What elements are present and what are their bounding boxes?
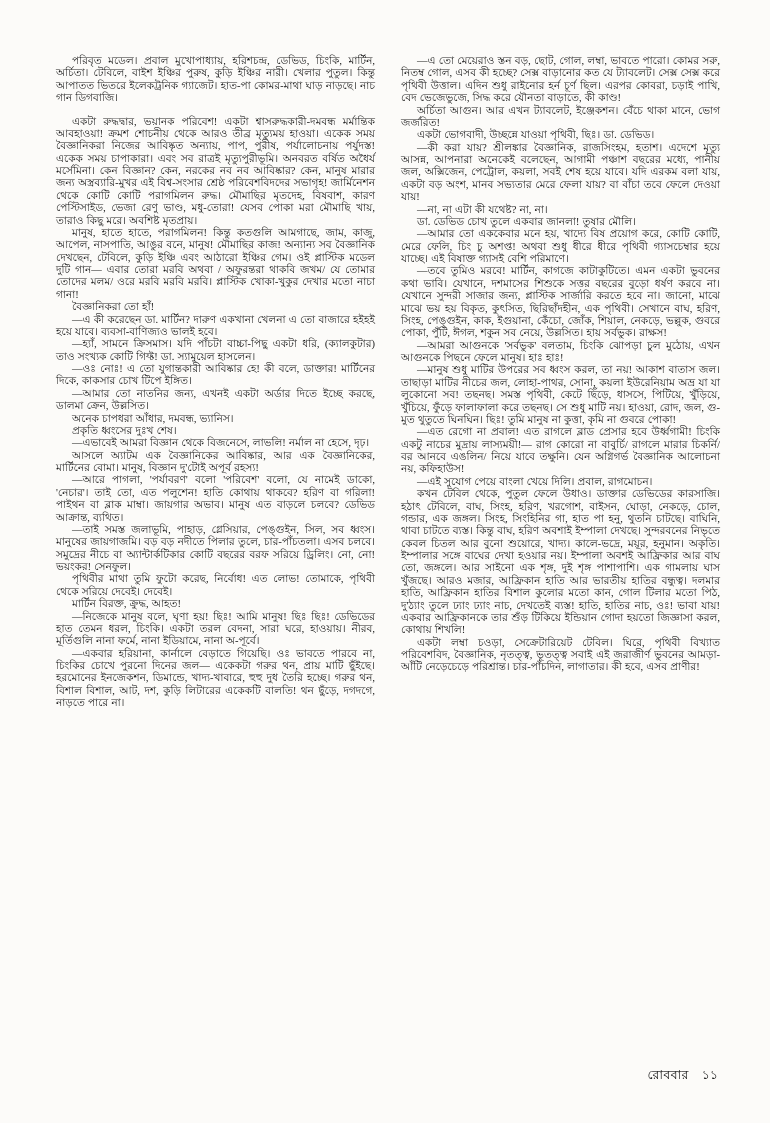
page-footer (647, 1067, 718, 1087)
paragraph: —তবে তুমিও মরবে! মার্টিন, কাগজে কাটাকুটিতে। এমন একটা ভুবনের কথা ভাবি। যেখানে, দশমাসের শিশুকে সত্তর বছরের বুড়ো ধর্ষণ করবে না। যেখানে সুন্দরী সাজার জন্য, প্লাস্টিক সার্জারি করতে হবে না। জানো, মাঝে মাঝে ভয় হয় বিকৃত, কুৎসিত, ছিরিছাঁদহীন, এক পৃথিবী। সেখানে বাঘ, হরিণ, সিংহ, পেঙ্গুইন, কাক, ইগুয়ানা, কেঁচো, জোঁক, শিয়াল, নেকড়ে, ভল্লুক, গুবরে পোকা, পুঁটি, ঈগল, শকুন সব নেয়ে, উল্লসিত। হায় সর্বভুক। রাক্ষস! (401, 266, 720, 340)
paragraph: —না, না এটা কী যথেষ্ট? না, না। (417, 204, 548, 216)
paragraph: —হ্যাঁ, সামনে ক্রিসমাস। যদি পাঁচটা বাচ্চা-পিছু একটা ধরি, (ক্যালকুটার) তাও সংখ্যক কোটি গিফ্ট! ডা. স্যামুয়েল হাসলেন। (56, 339, 375, 363)
paragraph: —এত রেগো না প্রবাল! এত রাগলে ব্লাড প্রেসার হবে উর্ধ্বগামী! চিংকি একটু নাচের মুদ্রায় লাস্যময়ী!— রাগ কোরো না বাবুর্চি/ রাগলে মারার চিকর্নি/ বর আনবে এঙলিন/ নিয়ে যাবে তক্ষুনি। যেন অগ্নিগর্ভ বৈজ্ঞানিক আলোচনা নয়, কফিহাউস! (401, 427, 720, 476)
paragraph: —আমরা আগুনকে 'সর্বভুক' বলতাম, চিংকি ঝোপড়া চুল মুঠোয়, এখন আগুনকে পিছনে ফেলে মানুষ। হাঃ হাঃ! (401, 340, 720, 364)
paragraph: প্রকৃতি ধ্বংসের দুঃখ শেষ। (72, 425, 177, 437)
paragraph: আসলে অ্যাটম এক বৈজ্ঞানিকের আবিষ্কার, আর এক বৈজ্ঞানিকের, মার্টিনের বোমা। মানুষ, বিজ্ঞান দু'টোই অপূর্ব রহস্য! (56, 450, 375, 474)
paragraph: —তাই সমস্ত জলাভূমি, পাহাড়, গ্লেসিয়ার, পেঙ্গুইন, সিল, সব ধ্বংস। মানুষের জায়গাজমি। বড় বড় নদীতে পিলার তুলে, চার-পাঁচতলা। এসব চলবে। সমুদ্রের নীচে বা অ্যান্টার্কটিকার কোটি বছরের বরফ সরিয়ে ড্রিলিং। নো, নো! ভয়ংকর! সেনফুল। (56, 524, 375, 573)
paragraph: —মানুষ শুধু মাটির উপরের সব ধ্বংস করল, তা নয়! আকাশ বাতাস জল। তাছাড়া মাটির নীচের জল, লোহা-পাথর, সোনা, কয়লা ইউরেনিয়াম অভ্র যা যা লুকোনো সব! তছনছ। সমস্ত পৃথিবী, কেটে ছিঁড়ে, ধাসসে, পিটিয়ে, খুঁড়িয়ে, খুঁচিয়ে, ফুঁড়ে ফালাফালা করে তছনছ। সে শুধু মাটি নয়। হাওয়া, রোদ, জল, গু-মুত থুতুতে ঘিনঘিন। ছিঃ! তুমি মানুষ না কুত্তা, কৃমি না গুবরে পোকা! (401, 365, 720, 426)
paragraph: —আরে পাগলা, 'পর্যাবরণ' বলো 'পরিবেশ' বলো, যে নামেই ডাকো, 'নেচার'। তাই তো, এত পলুশেন! হাতি কোথায় থাকবে? হরিণ বা গরিলা! পাইথন বা ব্লাক মাম্বা। জায়গার অভাব। মানুষ এত বাড়লে চলবে? ডেভিড আক্রান্ত, ব্যথিত। (56, 475, 375, 524)
paragraph: ডা. ডেভিড চোখ তুলে একবার জানলা! তুষার মৌলি। (417, 216, 636, 228)
text-columns (56, 56, 720, 711)
paragraph: বৈজ্ঞানিকরা তো হাঁ! (72, 302, 155, 314)
paragraph: —নিজেকে মানুষ বলে, ঘৃণা হয়! ছিঃ! আমি মানুষ! ছিঃ ছিঃ! ডেভিডের হাত তেমন ধরল, চিংকি। একটা তরল বেদনা, সারা ঘরে, হাওয়ায়। নীরব, মূর্তিগুলি নানা ফর্মে, নানা ইডিয়ামে, নানা অ-পূর্বে। (56, 611, 375, 648)
paragraph: একটা লম্বা চওড়া, সেক্রেটারিয়েট টেবিল। ঘিরে, পৃথিবী বিখ্যাত পরিবেশবিদ, বৈজ্ঞানিক, নৃতত্ত্ব, ভূতত্ত্ব সবাই এই জরাজীর্ণ ভুবনের আমড়া-আঁটি নেড়েচেড়ে পরিশ্রান্ত। চার-পাঁচদিন, লাগাতার। কী হবে, এসব প্রাণীর! (401, 637, 720, 674)
paragraph: কখন টেবিল থেকে, পুতুল ফেলে উধাও। ডাক্তার ডেভিডের কারসাজি। হঠাৎ টেবিলে, বাঘ, সিংহ, হরিণ, খরগোশ, বাইসন, ঘোড়া, নেকড়ে, চোল, গন্ডার, এক জঙ্গল। সিংহ, সিংহিনির গা, হাত পা হনু, থুতনি চাটছে। বাঘিনি, থাবা চাটতে ব্যস্ত। কিন্তু বাঘ, হরিণ অবশাই ইম্পালা দেখছে। সুন্দরবনের নিভৃতে কেবল চিতল আর বুনো শুয়োরে, খাদ্য। কালে-ভদ্রে, ময়ূর, হনুমান। অকৃতি। ইম্পালার সঙ্গে বাঘের দেখা হওয়ার নয়। ইম্পালা অবশই আফ্রিকার আর বাঘ তো, জঙ্গলে। আর সাইনো এক শৃঙ্গ, দুই শৃঙ্গ পাশাপাশি। এক গামলায় ঘাস খুঁজছে। আরও মজার, আফ্রিকান হাতি আর ভারতীয় হাতির বন্ধুত্ব। দলমার হাতি, আফ্রিকান হাতির বিশাল কুলোর মতো কান, গোল টিলার মতো পিঠ, দু'ঠ্যাং তুলে ঢ্যাং ঢ্যাং নাচ, দেখতেই ব্যস্ত! হাতি, হাতির নাচ, ওঃ! ভাবা যায়! একবার আফ্রিকানকে তার শুঁড় টিকিয়ে ইন্ডিয়ান গোদা হয়তো জিজ্ঞাসা করল, কোথায় শিখলি! (401, 489, 721, 637)
paragraph: —এ তো মেয়েরাও স্তন বড়, ছোট, গোল, লম্বা, ভাবতে পারো। কোমর সরু, নিতম্ব গোল, এসব কী হচ্ছে? সেক্স বাড়ানোর কত যে ট্যাবলেট। সেক্স সেক্স করে পৃথিবী উত্তাল। এদিন শুধু রাইনোর হর্ন চূর্ণ ছিল। এরপর কোবরা, চড়াই পাখি, বেদ ভেজেভুজে, সিদ্ধ করে যৌনতা বাড়াতে, কী কাণ্ড! (401, 56, 720, 105)
paragraph: একটা রুদ্ধদ্বার, ভয়ানক পরিবেশ! একটা শ্বাসরুদ্ধকারী-দমবন্ধ মর্মান্তিক আবহাওয়া! ক্রমশ শোচনীয় থেকে আরও তীব্র মৃত্যুময় হাওয়া। একেক সময় বৈজ্ঞানিকরা নিজের আবিষ্কৃত অন্যায়, পাপ, পুরীষ, পর্যালোচনায় পর্যুদস্ত! একেক সময় চাপাকারা। এবং সব রাত্রই মৃত্যুপুরীভূমি। অনবরত বর্ষিত অধৈর্য মর্সেমিনা। কেন বিজ্ঞান? কেন, নরকের নব নব আবিষ্কার? কেন, মানুষ মারার জন্য অস্ত্রব্যারি-মুখর এই বিশ্ব-সংসার শ্রেষ্ঠ পরিবেশবিদদের সভাগৃহ! জার্মিনেশন থেকে কোটি কোটি পরাগমিলন রুদ্ধ। মৌমাছির মৃতদেহ, বিষবাশ, কারণ পেস্টিসাইড, ভেজা রেণু ভাণ্ড, মধু-তোরা! যেসব পোকা মরা মৌমাছি খায়, তারাও কিছু মরে। অবশিষ্ট মৃতপ্রায়। (56, 116, 375, 227)
magazine-title: রোববার (647, 1068, 689, 1082)
paragraph: অনেক চাপধরা আঁধার, দমবন্ধ, ভ্যানিস। (72, 413, 234, 425)
paragraph: —ওঃ নোঃ! এ তো যুগান্তকারী আবিষ্কার হে! কী বলে, ডাক্তার! মার্টিনের দিকে, কাকসার চোখ টিপে ইঙ্গিত। (56, 364, 375, 388)
paragraph: —এভাবেই আমরা বিজ্ঞান থেকে বিজনেসে, লাভলি! নর্মাল না হেসে, দৃঢ়। (72, 438, 370, 450)
paragraph: —আমার তো নাতনির জন্য, এখনই একটা অর্ডার দিতে ইচ্ছে করছে, ডালমা ক্রেন, উল্লসিত। (56, 388, 375, 413)
left-column (56, 56, 375, 711)
paragraph: —কী করা যায়? শ্রীলঙ্কার বৈজ্ঞানিক, রাজসিংহম, হতাশ। এদেশে মৃত্যু আসন্ন, আপনারা অনেকেই বলেছেন, আগামী পঞ্চাশ বছরের মধ্যে, পানীয় জল, অক্সিজেন, পেট্রোল, কয়লা, সবই শেষ হয়ে যাবে। যদি এরকম বলা যায়, একটা বড় অংশ, মানব সভ্যতার মেরে ফেলা যায়? বা বাঁচা তবে ফেলে দেওয়া যায়! (401, 142, 720, 204)
paragraph: —এই সুযোগ পেয়ে বাংলা খেয়ে দিলি। প্রবাল, রাগমোচন। (417, 476, 653, 488)
paragraph: পরিবৃত মডেল। প্রবাল মুখোপাধ্যায়, হরিশচন্দ্র, ডেভিড, চিংকি, মার্টিন, অর্চিতা। টেবিলে, বাইশ ইঞ্চির পুরুষ, কুড়ি ইঞ্চির নারী। খেলার পুতুল। কিন্তু আপাতত ভিতরে ইলেকট্রনিক গ্যাজেট। হাত-পা কোমর-মাথা ঘাড় নাড়ছে। নাচ গান ডিগবাজি। (56, 56, 375, 105)
paragraph: —এ কী করেছেন ডা. মার্টিন? দারুণ একখানা খেলনা এ তো বাজারে হইহই হয়ে যাবে। ব্যবসা-বাণিজ্যও ভালই হবে। (56, 314, 375, 338)
paragraph: একটা ভোগবাদী, উচ্ছন্নে যাওয়া পৃথিবী, ছিঃ। ডা. ডেভিড। (417, 130, 655, 142)
page-number: ১১ (701, 1068, 718, 1082)
paragraph: অর্চিতা আগুন। আর এখন ট্যাবলেট, ইঞ্জেকশন। বেঁচে থাকা মানে, ভোগ জর্জরিত! (401, 105, 720, 129)
paragraph: —আমার তো এককেবার মনে হয়, খাদ্যে বিষ প্রয়োগ করে, কোটি কোটি, মেরে ফেলি, চিং চু অশপ্ত! অথবা শুধু ধীরে ধীরে পৃথিবী গ্যাসচেম্বার হয়ে যাচ্ছে। এই বিষাক্ত গ্যাসই বেশি পরিমাণে। (401, 229, 720, 265)
paragraph: পৃথিবীর মাথা তুমি ফুটো করেছ, নির্বোধ! এত লোভ! তোমাকে, পৃথিবী থেকে সরিয়ে দেবেই। দেবেই। (56, 574, 375, 598)
paragraph: মানুষ, হাতে হাতে, পরাগমিলন! কিন্তু কতগুলি আমগাছে, জাম, কাজু, আপেল, নাসপাতি, আঙুর বনে, মানুষ! মৌমাছির কাজ! অন্যান্য সব বৈজ্ঞানিক দেখছেন, টেবিলে, কুড়ি ইঞ্চি এবং আঠারো ইঞ্চির গেম। ওই প্লাস্টিক মডেল দুটি গান— এবার তোরা মরবি অথবা / অফুরন্তরা থাকবি জখম/ যে তোমার তোদের মলম/ ওরে মরবি মরবি মরবি। প্লাস্টিক খোকা-খুকুর দেখার মতো নাচা গানা! (56, 227, 375, 301)
paragraph: মার্টিন বিরক্ত, ক্রুদ্ধ, আহত! (72, 599, 181, 611)
paragraph: —একবার হরিয়ানা, কার্নালে বেড়াতে গিয়েছি। ওঃ ভাবতে পারবে না, চিংকির চোখে পুরনো দিনের জল— একেকটা গরুর থন, প্রায় মাটি ছুঁইছে। হরমোনের ইনজেকশন, ডিমান্ডে, খাদ্য-খাবারে, হুহু দুধ তৈরি হচ্ছে। গরুর থন, বিশাল বিশাল, আট, দশ, কুড়ি লিটারের একেকটি বালতি! থন ছুঁড়ে, দগদগে, নাড়তে পারে না। (56, 648, 375, 710)
right-column (401, 56, 720, 711)
paragraph (56, 106, 375, 117)
